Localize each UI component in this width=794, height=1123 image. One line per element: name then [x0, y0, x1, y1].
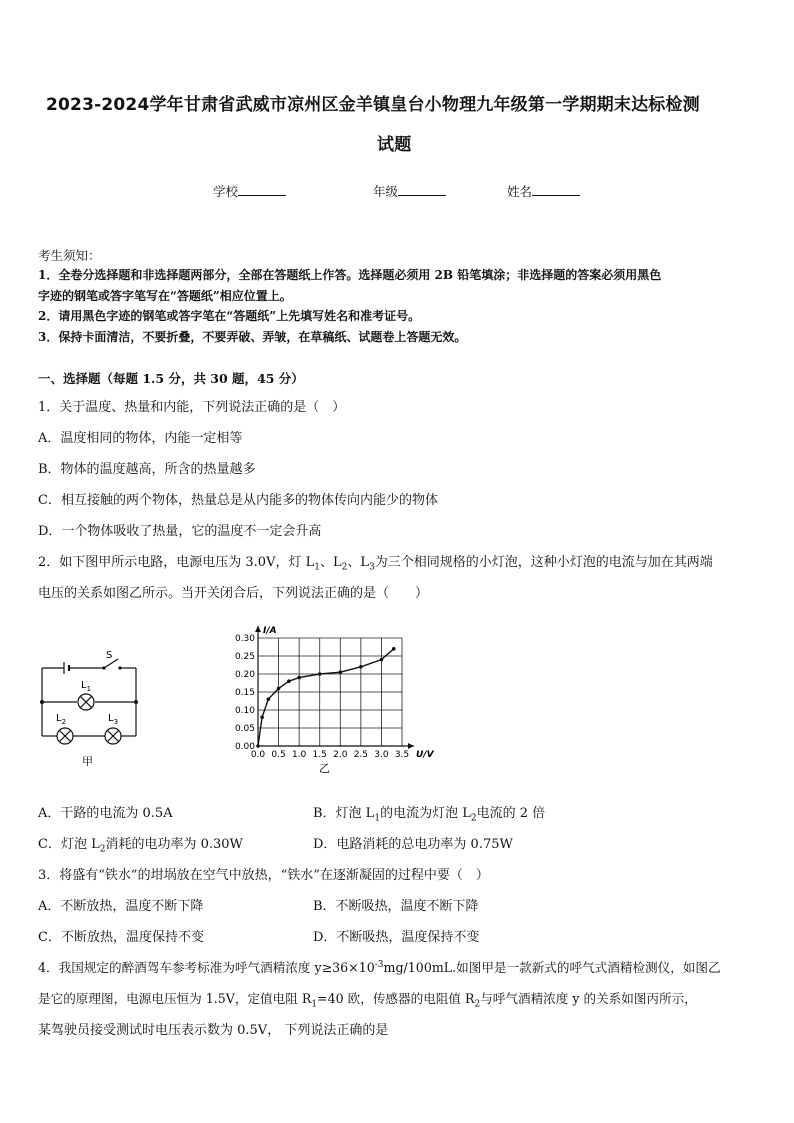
q4-line2-part-c: 与呼气酒精浓度 y 的关系如图丙所示，: [480, 991, 697, 1006]
q2-c-sub-2: 2: [99, 844, 106, 855]
y-tick-label-5: 0.25: [234, 652, 255, 662]
x-tick-label-1: 0.5: [271, 750, 286, 760]
q2-b-part-a: B．灯泡 L: [313, 806, 375, 821]
q3-option-c: C．不断放热，温度保持不变: [38, 930, 204, 945]
switch-label: S: [106, 650, 113, 661]
q2-b-part-c: 电流的 2 倍: [476, 806, 546, 821]
q1-option-d: D．一个物体吸收了热量，它的温度不一定会升高: [38, 524, 322, 539]
l1-label: $L_1$: [81, 680, 92, 693]
notice-item1-line1: 1．全卷分选择题和非选择题两部分，全部在答题纸上作答。选择题必须用 2B 铅笔填涂；非选择题的答案必须用黑色: [38, 268, 662, 282]
x-tick-label-4: 2.0: [333, 750, 348, 760]
data-point-4: [287, 679, 291, 683]
l3-label: $L_3$: [108, 713, 119, 726]
y-tick-label-2: 0.10: [234, 706, 255, 716]
q2-option-b: [313, 802, 545, 824]
x-tick-label-0: 0.0: [250, 750, 266, 760]
x-tick-label-2: 1.0: [291, 750, 307, 760]
name-field: [507, 182, 580, 200]
data-point-5: [297, 676, 301, 680]
q2-b-part-b: 的电流为灯泡 L: [380, 806, 471, 821]
q1-stem: 1．关于温度、热量和内能，下列说法正确的是（ ）: [38, 400, 346, 415]
x-tick-label-5: 2.5: [353, 750, 369, 760]
q2-stem-part-a: 2．如下图甲所示电路，电源电压为 3.0V，灯 L: [38, 555, 315, 570]
y-tick-label-3: 0.15: [234, 688, 255, 698]
page-title-line1: 2023-2024学年甘肃省武威市凉州区金羊镇皇台小物理九年级第一学期期末达标检测: [46, 95, 700, 115]
data-point-0: [256, 744, 260, 748]
q3-option-d: D．不断吸热，温度保持不变: [313, 930, 480, 945]
q2-option-d: D．电路消耗的总电功率为 0.75W: [313, 837, 513, 852]
q1-option-c: C．相互接触的两个物体，热量总是从内能多的物体传向内能少的物体: [38, 493, 438, 508]
page-title-line2: 试题: [377, 135, 412, 155]
name-blank: [532, 183, 580, 196]
q4-line2-part-a: 是它的原理图，电源电压恒为 1.5V，定值电阻 R: [38, 991, 312, 1006]
x-axis-arrow-icon: [408, 743, 414, 749]
x-tick-label-6: 3.0: [374, 750, 389, 760]
y-tick-label-6: 0.30: [234, 634, 255, 644]
y-tick-label-4: 0.20: [234, 670, 255, 680]
x-tick-label-7: 3.5: [394, 750, 410, 760]
q4-line1-part-a: 4．我国规定的醉酒驾车参考标准为呼气酒精浓度 y≥36×10: [38, 960, 375, 975]
q3-option-a: A．不断放热，温度不断下降: [38, 899, 204, 914]
x-axis-label: U/V: [416, 750, 434, 760]
q4-line1-sup: -3: [374, 959, 384, 970]
notice-item1-line2: 字迹的钢笔或答字笔写在“答题纸”相应位置上。: [38, 289, 292, 303]
y-axis-label: I/A: [263, 626, 277, 636]
q1-option-b: B．物体的温度越高，所含的热量越多: [38, 462, 256, 477]
q4-line1-part-b: mg/100mL.如图甲是一款新式的呼气式酒精检测仪，如图乙: [383, 960, 721, 975]
q2-sub-3: 3: [368, 562, 375, 573]
grade-field: [373, 182, 446, 200]
q2-stem-line1: [38, 551, 713, 573]
data-point-10: [392, 647, 396, 651]
data-point-2: [266, 697, 270, 701]
grade-blank: [398, 183, 446, 196]
q2-stem-part-b: 、L: [319, 555, 342, 570]
section-heading: 一、选择题（每题 1.5 分，共 30 题，45 分）: [38, 371, 304, 386]
iu-chart: [222, 618, 434, 778]
q4-line2-sub-1: 1: [311, 999, 318, 1010]
y-tick-label-1: 0.05: [234, 724, 255, 734]
y-tick-label-0: 0.00: [234, 742, 255, 752]
y-axis-arrow-icon: [255, 626, 261, 632]
q4-line2: [38, 988, 697, 1010]
school-field: [213, 182, 286, 200]
notice-item3: 3．保持卡面清洁，不要折叠，不要弄破、弄皱，在草稿纸、试题卷上答题无效。: [38, 330, 467, 344]
q4-line3: 某驾驶员接受测试时电压表示数为 0.5V， 下列说法正确的是: [38, 1023, 389, 1038]
q3-option-b: B．不断吸热，温度不断下降: [313, 899, 479, 914]
q2-stem-line2: 电压的关系如图乙所示。当开关闭合后，下列说法正确的是（ ）: [38, 586, 429, 601]
q4-line2-part-b: =40 欧，传感器的电阻值 R: [317, 991, 475, 1006]
notice-item2: 2．请用黑色字迹的钢笔或答字笔在“答题纸”上先填写姓名和准考证号。: [38, 309, 421, 323]
q2-sub-2: 2: [341, 562, 348, 573]
data-point-8: [359, 665, 363, 669]
q2-option-c: [38, 833, 243, 855]
q2-stem-part-d: 为三个相同规格的小灯泡，这种小灯泡的电流与加在其两端: [374, 555, 713, 570]
school-blank: [238, 183, 286, 196]
chart-caption: 乙: [319, 762, 330, 775]
junction-right: [134, 700, 138, 704]
x-tick-label-3: 1.5: [312, 750, 327, 760]
q1-option-a: A．温度相同的物体，内能一定相等: [38, 431, 243, 446]
data-point-1: [260, 715, 264, 719]
data-point-3: [277, 687, 281, 691]
q2-c-part-a: C．灯泡 L: [38, 837, 100, 852]
name-label: 姓名: [507, 184, 533, 199]
data-point-6: [318, 672, 322, 676]
data-point-7: [338, 670, 342, 674]
grade-label: 年级: [373, 184, 399, 199]
q3-stem: 3．将盛有“铁水”的坩埚放在空气中放热，“铁水”在逐渐凝固的过程中要（ ）: [38, 868, 489, 883]
q2-c-part-b: 消耗的电功率为 0.30W: [105, 837, 243, 852]
q2-b-sub-1: 1: [374, 813, 381, 824]
junction-left: [40, 700, 44, 704]
circuit-caption: 甲: [82, 755, 93, 768]
q2-sub-1: 1: [314, 562, 320, 573]
q4-line2-sub-2: 2: [474, 999, 481, 1010]
l2-label: $L_2$: [56, 713, 67, 726]
q2-option-a: A．干路的电流为 0.5A: [38, 806, 173, 821]
notice-heading: 考生须知：: [38, 248, 101, 263]
q2-b-sub-2: 2: [470, 813, 477, 824]
circuit-diagram: [36, 648, 146, 773]
q4-line1: [38, 957, 721, 976]
data-point-9: [380, 658, 384, 662]
q2-stem-part-c: 、L: [347, 555, 369, 570]
school-label: 学校: [213, 184, 239, 199]
